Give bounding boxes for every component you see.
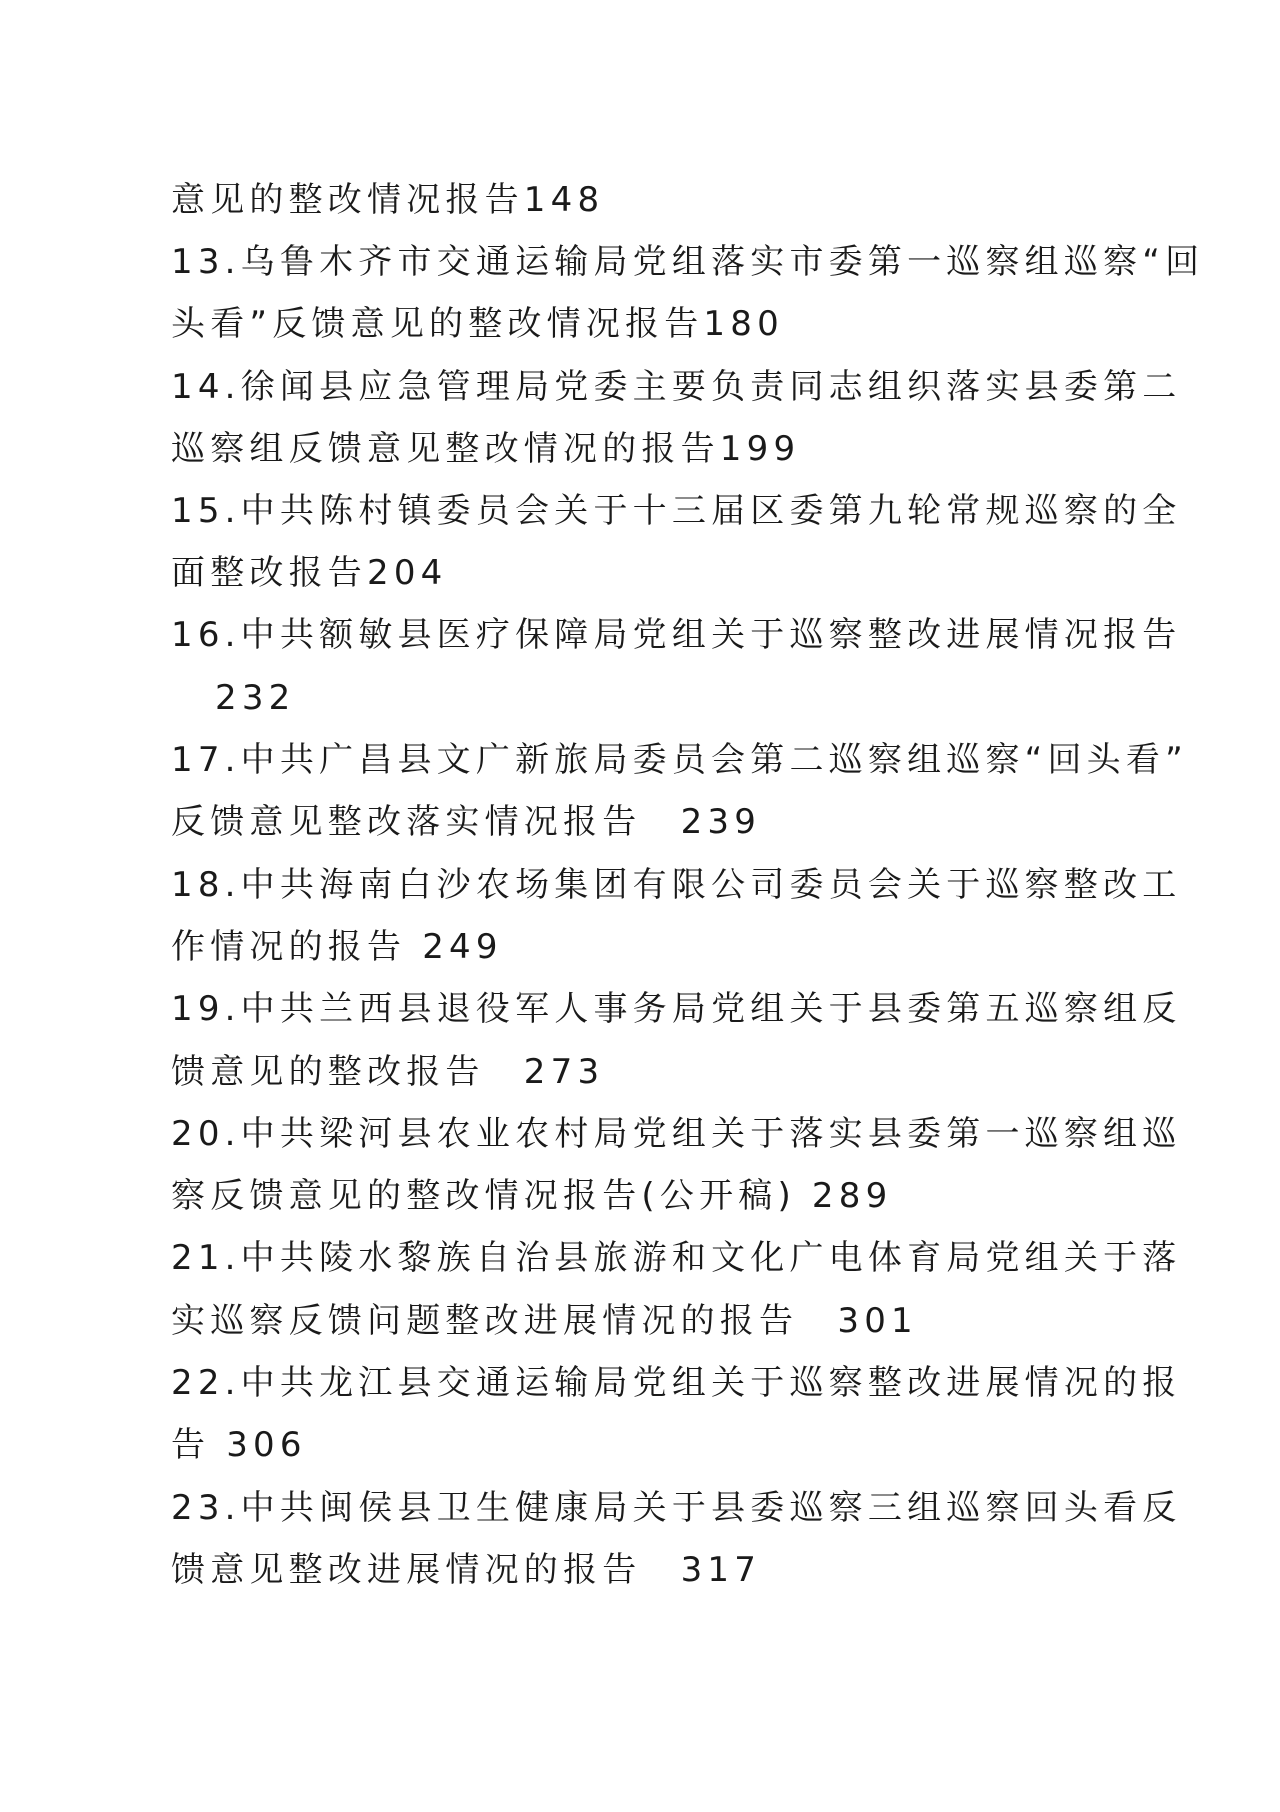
toc-entry-18-continuation: 作情况的报告 249	[171, 927, 503, 967]
toc-entry-17: 17.中共广昌县文广新旅局委员会第二巡察组巡察“回头看”	[171, 740, 1188, 780]
toc-entry-21-continuation: 实巡察反馈问题整改进展情况的报告 301	[171, 1301, 918, 1341]
toc-entry-22: 22.中共龙江县交通运输局党组关于巡察整改进展情况的报	[171, 1363, 1182, 1403]
toc-entry-19: 19.中共兰西县退役军人事务局党组关于县委第五巡察组反	[171, 989, 1182, 1029]
toc-line-continuation-12: 意见的整改情况报告148	[171, 180, 605, 220]
toc-entry-21: 21.中共陵水黎族自治县旅游和文化广电体育局党组关于落	[171, 1238, 1182, 1278]
toc-entry-19-continuation: 馈意见的整改报告 273	[171, 1052, 605, 1092]
toc-entry-15: 15.中共陈村镇委员会关于十三届区委第九轮常规巡察的全	[171, 491, 1182, 531]
toc-entry-13-continuation: 头看”反馈意见的整改情况报告180	[171, 304, 784, 344]
toc-entry-16: 16.中共额敏县医疗保障局党组关于巡察整改进展情况报告	[171, 615, 1182, 655]
toc-entry-18: 18.中共海南白沙农场集团有限公司委员会关于巡察整改工	[171, 865, 1182, 905]
toc-entry-20-continuation: 察反馈意见的整改情况报告(公开稿) 289	[171, 1176, 893, 1216]
toc-entry-23-continuation: 馈意见整改进展情况的报告 317	[171, 1550, 762, 1590]
toc-entry-17-continuation: 反馈意见整改落实情况报告 239	[171, 802, 762, 842]
toc-entry-16-page: 232	[215, 678, 296, 718]
toc-entry-14-continuation: 巡察组反馈意见整改情况的报告199	[171, 429, 801, 469]
toc-entry-20: 20.中共梁河县农业农村局党组关于落实县委第一巡察组巡	[171, 1114, 1182, 1154]
toc-entry-13: 13.乌鲁木齐市交通运输局党组落实市委第一巡察组巡察“回	[171, 242, 1205, 282]
toc-entry-15-continuation: 面整改报告204	[171, 553, 448, 593]
toc-entry-23: 23.中共闽侯县卫生健康局关于县委巡察三组巡察回头看反	[171, 1488, 1182, 1528]
toc-entry-14: 14.徐闻县应急管理局党委主要负责同志组织落实县委第二	[171, 367, 1182, 407]
toc-entry-22-continuation: 告 306	[171, 1425, 307, 1465]
